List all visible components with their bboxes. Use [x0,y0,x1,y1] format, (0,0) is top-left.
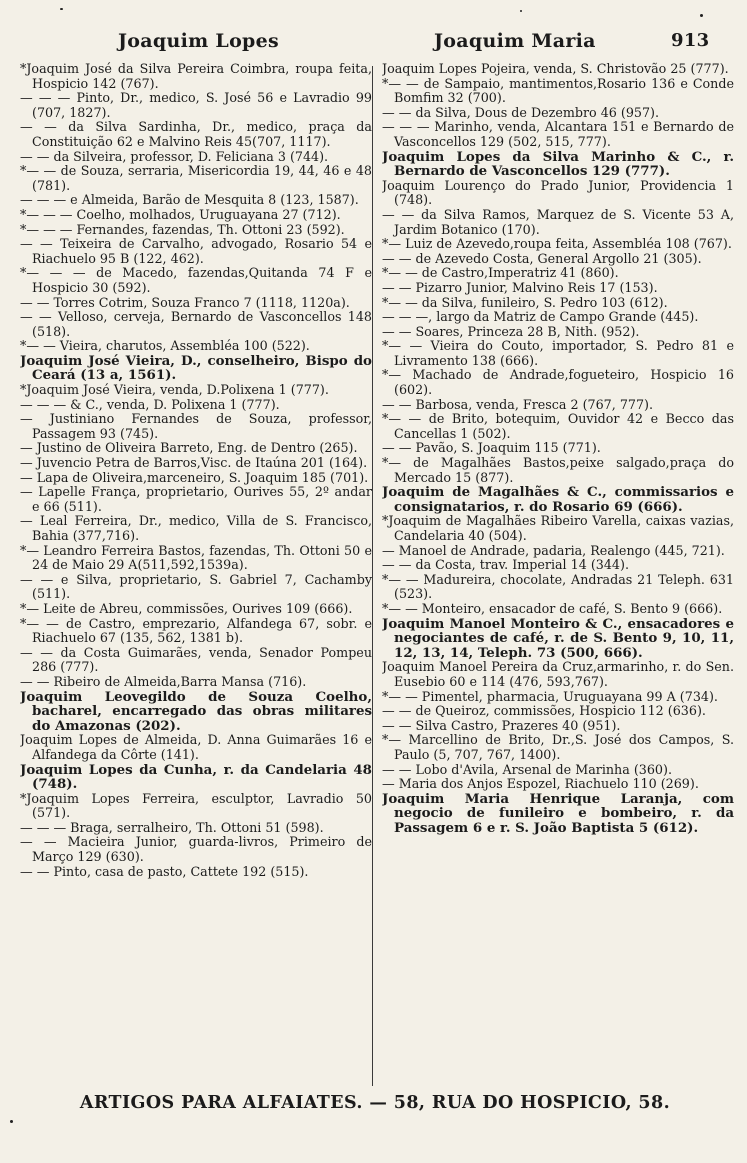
directory-entry-right: — — —, largo da Matriz de Campo Grande (445). [382,309,699,325]
directory-entry-right: *Joaquim de Magalhães Ribeiro Varella, caixas vazias, Candelaria 40 (504). [382,513,734,543]
directory-entry-left: — Lapelle França, proprietario, Ourives 55, 2º andar e 66 (511). [20,484,372,514]
directory-entry-left: *Joaquim José da Silva Pereira Coimbra, roupa feita, Hospicio 142 (767). [20,62,372,91]
directory-entry-right: *— — Madureira, chocolate, Andradas 21 Teleph. 631 (523). [382,571,734,602]
directory-entry-right: — — Lobo d'Avila, Arsenal de Marinha (360). [382,761,672,777]
bold-entry-left: Joaquim Lopes da Cunha, r. da Candelaria 48 (748). [20,761,372,793]
right-column [382,62,734,1087]
directory-entry-right: Joaquim Lourenço do Prado Junior, Providencia 1 (748). [382,177,734,208]
directory-entry-left: — — Ribeiro de Almeida,Barra Mansa (716). [20,673,307,689]
directory-entry-right: — — Pizarro Junior, Malvino Reis 17 (153). [382,279,658,295]
directory-entry-left: — Lapa de Oliveira,marceneiro, S. Joaquim 185 (701). [20,469,369,485]
bold-entry-right: Joaquim de Magalhães & C., commissarios e consignatarios, r. do Rosario 69 (666). [382,484,734,515]
header-right-name: Joaquim Maria [434,30,596,52]
directory-entry-right: — — de Azevedo Costa, General Argollo 21 (305). [382,250,702,266]
directory-entry-right: — — da Silva, Dous de Dezembro 46 (957). [382,104,660,120]
directory-entry-left: — — — Braga, serralheiro, Th. Ottoni 51 (598). [20,819,324,835]
directory-entry-right: — — de Queiroz, commissões, Hospicio 112 (636). [382,703,706,719]
bold-entry-right: Joaquim Maria Henrique Laranja, com negocio de funileiro e bombeiro, r. da Passagem 6 e r. S. João Baptista 5 (612). [382,790,734,836]
directory-entry-right: *— Marcellino de Brito, Dr.,S. José dos Campos, S. Paulo (5, 707, 767, 1400). [382,732,734,762]
directory-entry-left: Joaquim Lopes de Almeida, D. Anna Guimarães 16 e Alfandega da Côrte (141). [20,732,372,762]
directory-entry-right: — — da Silva Ramos, Marquez de S. Vicente 53 A, Jardim Botanico (170). [382,206,734,237]
column-divider [372,66,373,1086]
print-speck [10,1120,13,1123]
directory-entry-left: *— — de Souza, serraria, Misericordia 19, 44, 46 e 48 (781). [20,163,372,193]
directory-entry-right: — — Barbosa, venda, Fresca 2 (767, 777). [382,396,654,412]
directory-entry-right: Joaquim Lopes Pojeira, venda, S. Christovão 25 (777). [382,62,729,76]
directory-entry-right: *— — de Castro,Imperatriz 41 (860). [382,265,619,281]
print-speck [700,14,703,17]
bold-entry-left: Joaquim Leovegildo de Souza Coelho, bacharel, encarregado das obras militares do Amazonas (202). [20,688,372,734]
directory-entry-right: *— — Monteiro, ensacador de café, S. Bento 9 (666). [382,600,723,616]
print-speck [520,10,522,12]
left-column [20,62,372,1087]
directory-entry-left: — — da Costa Guimarães, venda, Senador Pompeu 286 (777). [20,644,372,675]
directory-entry-right: — Maria dos Anjos Espozel, Riachuelo 110 (269). [382,776,699,792]
directory-entry-right: *— — de Brito, botequim, Ouvidor 42 e Becco das Cancellas 1 (502). [382,411,734,441]
directory-entry-left: — Juvencio Petra de Barros,Visc. de Itaúna 201 (164). [20,455,368,471]
directory-entry-left: — — — Pinto, Dr., medico, S. José 56 e Lavradio 99 (707, 1827). [20,90,372,120]
directory-entry-left: *— — Vieira, charutos, Assembléa 100 (522). [20,338,310,354]
directory-entry-left: — — — & C., venda, D. Polixena 1 (777). [20,396,280,412]
directory-entry-left: — — da Silveira, professor, D. Feliciana 3 (744). [20,148,329,164]
directory-entry-left: — Justino de Oliveira Barreto, Eng. de Dentro (265). [20,440,358,456]
directory-entry-right: — — da Costa, trav. Imperial 14 (344). [382,557,629,573]
bold-entry-right: Joaquim Lopes da Silva Marinho & C., r. Bernardo de Vasconcellos 129 (777). [382,148,734,180]
directory-entry-right: — — Silva Castro, Prazeres 40 (951). [382,717,621,733]
footer-advertisement: ARTIGOS PARA ALFAIATES. — 58, RUA DO HOSPICIO, 58. [79,1093,671,1113]
bold-entry-left: Joaquim José Vieira, D., conselheiro, Bispo do Ceará (13 a, 1561). [20,352,372,384]
directory-entry-left: — Leal Ferreira, Dr., medico, Villa de S. Francisco, Bahia (377,716). [20,513,372,543]
directory-entry-left: — — e Silva, proprietario, S. Gabriel 7, Cachamby (511). [20,571,372,602]
print-speck [60,8,63,10]
directory-entry-left: *— — — de Macedo, fazendas,Quitanda 74 F e Hospicio 30 (592). [20,265,372,295]
directory-entry-right: *— — Vieira do Couto, importador, S. Pedro 81 e Livramento 138 (666). [382,338,734,368]
directory-entry-right: *— Machado de Andrade,fogueteiro, Hospicio 16 (602). [382,367,734,398]
directory-entry-right: — — — Marinho, venda, Alcantara 151 e Bernardo de Vasconcellos 129 (502, 515, 777). [382,119,734,149]
directory-entry-left: — — — e Almeida, Barão de Mesquita 8 (123, 1587). [20,192,359,208]
directory-entry-right: — Manoel de Andrade, padaria, Realengo (445, 721). [382,542,725,558]
directory-entry-right: *— — Pimentel, pharmacia, Uruguayana 99 A (734). [382,688,718,704]
directory-entry-right: — — Pavão, S. Joaquim 115 (771). [382,440,601,456]
directory-entry-left: — — Pinto, casa de pasto, Cattete 192 (515). [20,863,309,879]
directory-entry-left: *— Leite de Abreu, commissões, Ourives 109 (666). [20,600,353,616]
directory-entry-left: — — Torres Cotrim, Souza Franco 7 (1118, 1120a). [20,294,350,310]
directory-entry-left: — — da Silva Sardinha, Dr., medico, praça da Constituição 62 e Malvino Reis 45(707, 1117). [20,119,372,149]
directory-entry-left: *Joaquim Lopes Ferreira, esculptor, Lavradio 50 (571). [20,790,372,821]
directory-entry-left: *— — de Castro, emprezario, Alfandega 67, sobr. e Riachuelo 67 (135, 562, 1381 b). [20,615,372,646]
directory-entry-right: Joaquim Manoel Pereira da Cruz,armarinho, r. do Sen. Eusebio 60 e 114 (476, 593,767). [382,659,734,689]
directory-entry-right: — — Soares, Princeza 28 B, Nith. (952). [382,323,640,339]
header-left-name: Joaquim Lopes [118,30,280,52]
directory-entry-left: *Joaquim José Vieira, venda, D.Polixena 1 (777). [20,382,329,398]
directory-entry-left: — — Velloso, cerveja, Bernardo de Vasconcellos 148 (518). [20,309,372,339]
directory-entry-left: — — Teixeira de Carvalho, advogado, Rosario 54 e Riachuelo 95 B (122, 462). [20,236,372,266]
directory-entry-right: *— Luiz de Azevedo,roupa feita, Assembléa 108 (767). [382,236,732,252]
directory-entry-left: — Justiniano Fernandes de Souza, professor, Passagem 93 (745). [20,411,372,441]
directory-entry-right: *— de Magalhães Bastos,peixe salgado,praça do Mercado 15 (877). [382,455,734,485]
page-header [0,30,747,60]
bold-entry-right: Joaquim Manoel Monteiro & C., ensacadores e negociantes de café, r. de S. Bento 9, 10, 11, 12, 13, 14, Teleph. 73 (500, 666). [382,615,734,661]
page-number: 913 [671,30,710,51]
directory-entry-left: — — Macieira Junior, guarda-livros, Primeiro de Março 129 (630). [20,834,372,865]
directory-entry-left: *— — — Coelho, molhados, Uruguayana 27 (712). [20,206,341,222]
directory-entry-right: *— — da Silva, funileiro, S. Pedro 103 (612). [382,294,668,310]
directory-entry-left: *— Leandro Ferreira Bastos, fazendas, Th. Ottoni 50 e 24 de Maio 29 A(511,592,1539a). [20,542,372,573]
directory-entry-left: *— — — Fernandes, fazendas, Th. Ottoni 23 (592). [20,221,345,237]
directory-entry-right: *— — de Sampaio, mantimentos,Rosario 136 e Conde Bomfim 32 (700). [382,75,734,106]
